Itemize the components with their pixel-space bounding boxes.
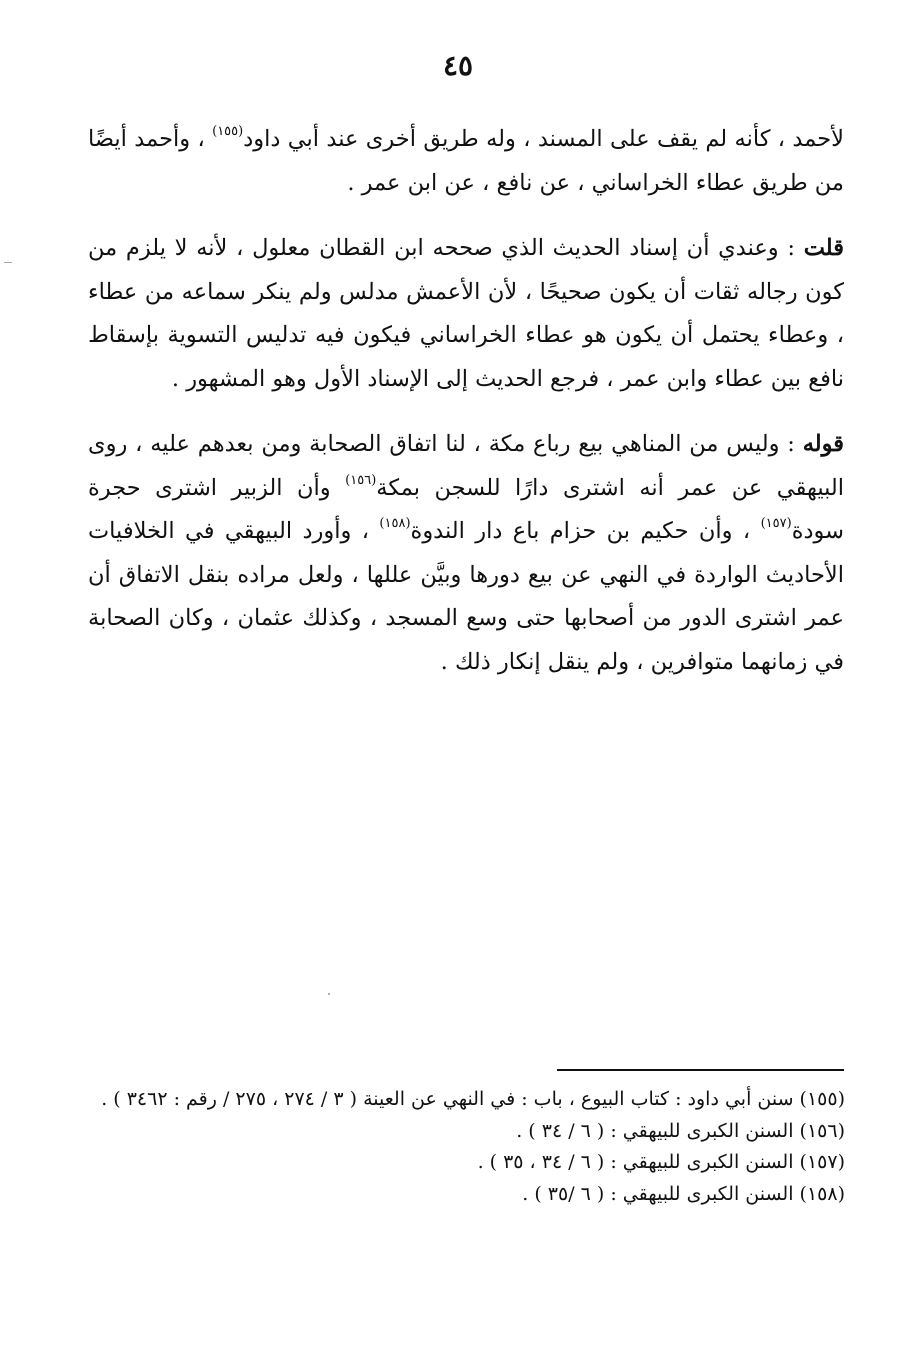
body-text bbox=[88, 118, 844, 706]
footnote-divider bbox=[557, 1069, 844, 1071]
paragraph bbox=[88, 227, 844, 401]
paragraph-lead-word: قلت bbox=[803, 235, 844, 261]
text-segment: : وليس من المناهي بيع رباع مكة ، لنا اتفاق الصحابة ومن بعدهم عليه ، روى البيهقي عن عمر أنه اشترى دارًا للسجن بمكة bbox=[88, 431, 845, 501]
paragraph bbox=[88, 423, 844, 684]
text-segment: ، وأن حكيم بن حزام باع دار الندوة bbox=[410, 518, 761, 544]
paragraph bbox=[88, 118, 844, 205]
footnote-reference: (١٥٦) bbox=[345, 472, 377, 488]
text-segment: : وعندي أن إسناد الحديث الذي صححه ابن القطان معلول ، لأنه لا يلزم من كون رجاله ثقات أن يكون صحيحًا ، لأن الأعمش مدلس ولم ينكر سماعه من عطاء ، وعطاء يحتمل أن يكون هو عطاء الخراساني فيكون فيه تدليس التسوية بإسقاط نافع بين عطاء وابن عمر ، فرجع الحديث إلى الإسناد الأول وهو المشهور . bbox=[88, 235, 844, 392]
footnote: (١٥٥) سنن أبي داود : كتاب البيوع ، باب : في النهي عن العينة ( ٣ / ٢٧٤ ، ٢٧٥ / رقم : ٣٤٦٢ ) . bbox=[101, 1088, 845, 1110]
footnote-reference: (١٥٨) bbox=[379, 516, 411, 531]
footnote: (١٥٧) السنن الكبرى للبيهقي : ( ٦ / ٣٤ ، ٣٥ ) . bbox=[477, 1151, 845, 1173]
scan-edge-mark bbox=[4, 262, 12, 263]
paragraph-lead-word: قوله bbox=[802, 431, 844, 457]
scan-speck bbox=[328, 993, 330, 995]
text-segment: وأن الزبير اشترى حجرة سودة bbox=[88, 474, 844, 544]
footnotes bbox=[80, 1084, 845, 1210]
text-segment: ، وأورد البيهقي في الخلافيات الأحاديث الواردة في النهي عن بيع دورها وبيَّن عللها ، ولعل مراده بنقل الاتفاق أن عمر اشترى الدور من أصحابها حتى وسع المسجد ، وكذلك عثمان ، وكان الصحابة في زمانهما متوافرين ، ولم ينقل إنكار ذلك . bbox=[88, 518, 844, 675]
text-segment: ، وأحمد أيضًا من طريق عطاء الخراساني ، عن نافع ، عن ابن عمر . bbox=[88, 126, 844, 196]
footnote-reference: (١٥٧) bbox=[760, 516, 792, 531]
page-number: ٤٥ bbox=[442, 49, 474, 82]
footnote: (١٥٦) السنن الكبرى للبيهقي : ( ٦ / ٣٤ ) . bbox=[516, 1119, 845, 1142]
footnote: (١٥٨) السنن الكبرى للبيهقي : ( ٦ /٣٥ ) . bbox=[522, 1182, 845, 1205]
footnote-reference: (١٥٥) bbox=[212, 124, 244, 139]
text-segment: لأحمد ، كأنه لم يقف على المسند ، وله طريق أخرى عند أبي داود bbox=[243, 126, 844, 152]
